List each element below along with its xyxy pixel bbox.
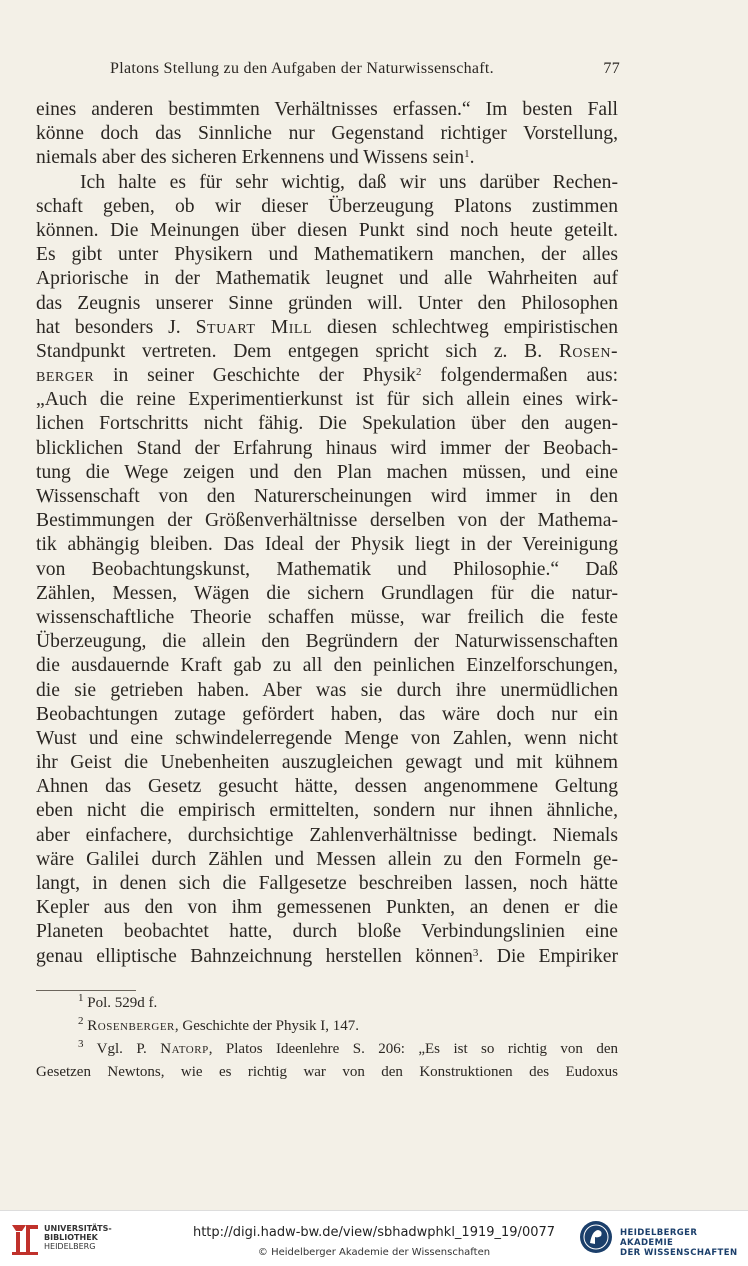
text-line: berger in seiner Geschichte der Physik$^2$ folgendermaßen aus: (36, 365, 619, 387)
text-line: Es gibt unter Physikern und Mathematikern manchen, der alles (36, 244, 618, 266)
text-line: eben nicht die empirisch ermittelten, sondern nur ihnen ähnliche, (36, 800, 618, 822)
text-line: genau elliptische Bahnzeichnung herstellen können$^3$. Die Empiriker (36, 945, 618, 967)
footnote-3-continued: Gesetzen Newtons, wie es richtig war von den Konstruktionen des Eudoxus (36, 1064, 618, 1080)
text-line: Ich halte es für sehr wichtig, daß wir uns darüber Rechen- (80, 171, 618, 193)
text-line: wäre Galilei durch Zählen und Messen allein zu den Formeln ge- (36, 848, 618, 870)
text-line: tung die Wege zeigen und den Plan machen müssen, und eine (36, 461, 618, 483)
text-line: Zählen, Messen, Wägen die sichern Grundlagen für die natur- (36, 582, 618, 604)
footnotes (36, 992, 618, 1084)
academy-seal-icon (578, 1219, 614, 1255)
footnote-3: $^3$ Vgl. P. Natorp, Platos Ideenlehre S. 206: „Es ist so richtig von den (78, 1038, 619, 1057)
text-line: tik abhängig bleiben. Das Ideal der Physik liegt in der Vereinigung (36, 534, 618, 556)
text-line: Wissenschaft von den Naturerscheinungen wird immer in den (36, 486, 618, 507)
text-line: niemals aber des sicheren Erkennens und Wissens sein$^1$. (36, 147, 475, 169)
text-line: Überzeugung, die allein den Begründern der Naturwissenschaften (36, 631, 618, 653)
text-line: aber einfachere, durchsichtige Zahlenverhältnisse bedingt. Niemals (36, 824, 618, 846)
text-line: Standpunkt vertreten. Dem entgegen spricht sich z. B. Rosen- (36, 340, 618, 362)
text-line: eines anderen bestimmten Verhältnisses erfassen.“ Im besten Fall (36, 99, 618, 120)
text-line: Bestimmungen der Größenverhältnisse derselben von der Mathema- (36, 510, 618, 532)
page-number: 77 (603, 60, 620, 77)
text-line: langt, in denen sich die Fallgesetze beschreiben lassen, noch hätte (36, 873, 618, 894)
text-line: Apriorische in der Mathematik leugnet und alle Wahrheiten auf (36, 268, 618, 290)
footnote-1: $^1$ Pol. 529d f. (78, 992, 158, 1011)
text-line: blicklichen Stand der Erfahrung hinaus wird immer der Beobach- (36, 437, 618, 459)
text-line: „Auch die reine Experimentierkunst ist für sich allein eines wirk- (36, 389, 618, 411)
academy-name: HEIDELBERGER AKADEMIE DER WISSENSCHAFTEN (620, 1228, 738, 1258)
text-line: von Beobachtungskunst, Mathematik und Philosophie.“ Daß (36, 558, 618, 580)
footnote-mark: 2 (415, 366, 422, 379)
text-line: Ahnen das Gesetz gesucht hätte, dessen angenommene Geltung (36, 776, 618, 798)
text-line: wissenschaftliche Theorie schaffen müsse, war freilich die feste (36, 606, 618, 628)
copyright-notice: © Heidelberger Akademie der Wissenschaften (257, 1247, 491, 1258)
permalink[interactable]: http://digi.hadw-bw.de/view/sbhadwphkl_1919_19/0077 (192, 1225, 556, 1240)
text-line: hat besonders J. Stuart Mill diesen schlechtweg empiristischen (36, 316, 619, 338)
footnote-rule (36, 990, 136, 991)
text-line: Wust und eine schwindelerregende Menge von Zahlen, wenn nicht (36, 727, 618, 749)
author-name: Stuart Mill (195, 316, 313, 338)
author-name: Rosen- (558, 340, 618, 362)
university-library-name: UNIVERSITÄTS- BIBLIOTHEK HEIDELBERG (44, 1224, 112, 1251)
text-line: das Zeugnis unserer Sinne gründen will. Unter den Philosophen (36, 292, 618, 314)
footnote-mark: 1 (464, 148, 470, 161)
main-text (36, 98, 618, 969)
text-line: können. Die Meinungen über diesen Punkt sind noch heute geteilt. (36, 219, 618, 241)
running-header (110, 60, 620, 78)
footnote-mark: 3 (472, 946, 479, 959)
footnote-2: $^2$ Rosenberger, Geschichte der Physik I, 147. (78, 1015, 360, 1034)
text-line: die sie getrieben haben. Aber was sie durch ihre unermüdlichen (36, 679, 618, 701)
text-line: Kepler aus den von ihm gemessenen Punkten, an denen er die (36, 897, 618, 919)
text-line: schaft geben, ob wir dieser Überzeugung Platons zustimmen (36, 195, 618, 217)
text-line: Planeten beobachtet hatte, durch bloße Verbindungslinien eine (36, 921, 618, 943)
text-line: Beobachtungen zutage gefördert haben, das wäre doch nur ein (36, 703, 618, 725)
text-line: ihr Geist die Unebenheiten auszugleichen gewagt und mit kühnem (36, 752, 618, 774)
author-name: berger (36, 365, 95, 387)
running-title: Platons Stellung zu den Aufgaben der Naturwissenschaft. (110, 60, 494, 77)
viewer-footer (0, 1210, 748, 1266)
text-line: lichen Fortschritts nicht fähig. Die Spekulation über den augen- (36, 413, 618, 435)
text-line: die ausdauernde Kraft gab zu all den peinlichen Einzelforschungen, (36, 655, 618, 677)
text-line: könne doch das Sinnliche nur Gegenstand richtiger Vorstellung, (36, 123, 618, 145)
